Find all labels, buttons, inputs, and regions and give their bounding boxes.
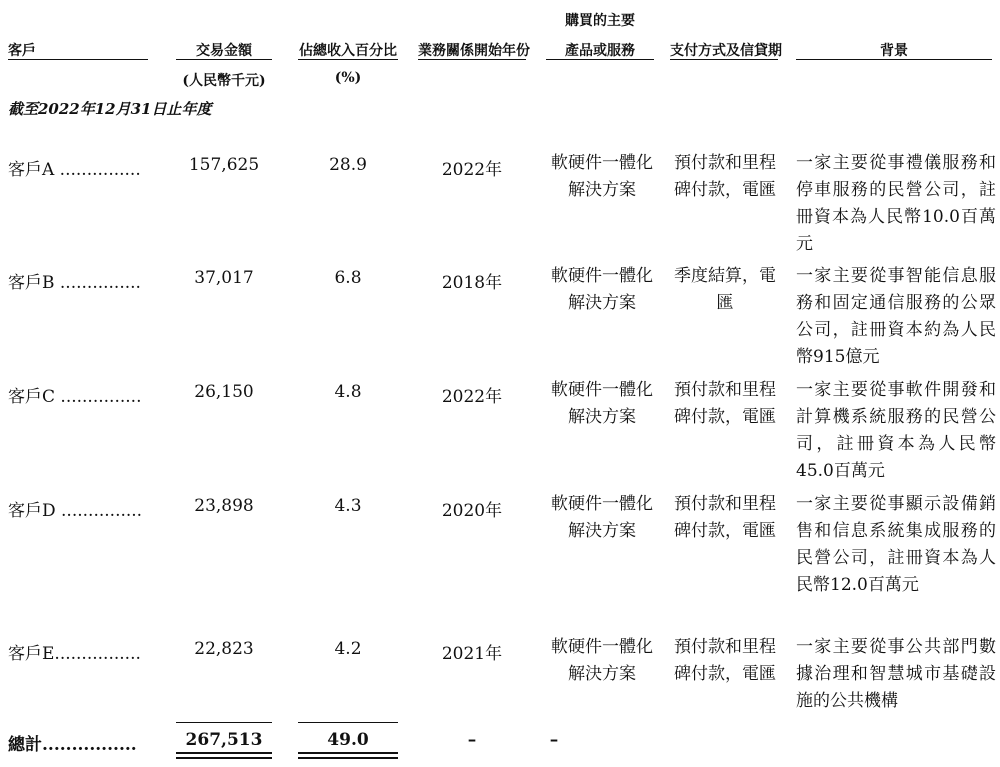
row-percent: 4.8 <box>334 382 362 402</box>
header-amount-underline <box>176 59 272 60</box>
total-amount-double-rule-2 <box>176 757 272 759</box>
row-amount: 26,150 <box>194 382 254 402</box>
row-customer: 客戶A ............... <box>8 160 141 180</box>
row-amount: 23,898 <box>194 496 254 516</box>
row-year: 2018年 <box>441 273 503 293</box>
row-customer: 客戶C ............... <box>8 387 142 407</box>
header-percent-unit: (%) <box>334 70 362 86</box>
header-background: 背景 <box>880 43 908 59</box>
header-customer: 客戶 <box>8 43 36 59</box>
row-product: 軟硬件一體化解決方案 <box>551 266 653 313</box>
row-product: 軟硬件一體化解決方案 <box>551 380 653 427</box>
row-product: 軟硬件一體化解決方案 <box>551 637 653 684</box>
header-products-line1: 購買的主要 <box>565 13 635 29</box>
row-payment: 預付款和里程碑付款，電匯 <box>674 153 776 200</box>
row-year: 2021年 <box>441 644 503 664</box>
row-payment: 預付款和里程碑付款，電匯 <box>674 380 776 427</box>
row-amount: 157,625 <box>188 155 260 175</box>
header-start-year-underline <box>418 59 526 60</box>
header-amount: 交易金額 <box>196 43 252 59</box>
header-customer-underline <box>8 59 148 60</box>
header-background-underline <box>796 59 992 60</box>
total-percent-double-rule-2 <box>298 757 398 759</box>
row-amount: 37,017 <box>194 268 254 288</box>
total-amount-double-rule-1 <box>176 752 272 754</box>
total-amount-top-rule <box>176 722 272 723</box>
total-label: 總計................ <box>8 735 137 755</box>
row-year: 2020年 <box>441 501 503 521</box>
header-amount-unit: (人民幣千元) <box>182 73 266 89</box>
row-product: 軟硬件一體化解決方案 <box>551 494 653 541</box>
row-year: 2022年 <box>441 387 503 407</box>
total-percent: 49.0 <box>327 730 369 750</box>
header-percent-underline <box>298 59 398 60</box>
row-amount: 22,823 <box>194 639 254 659</box>
row-customer: 客戶E................ <box>8 644 141 664</box>
row-percent: 4.2 <box>334 639 362 659</box>
row-background: 一家主要從事公共部門數據治理和智慧城市基礎設施的公共機構 <box>796 637 996 711</box>
row-product: 軟硬件一體化解決方案 <box>551 153 653 200</box>
row-payment: 預付款和里程碑付款，電匯 <box>674 494 776 541</box>
total-product: – <box>549 730 559 750</box>
row-background: 一家主要從事顯示設備銷售和信息系統集成服務的民營公司，註冊資本為人民幣12.0百萬元 <box>796 494 996 595</box>
header-payment-underline <box>670 59 778 60</box>
row-percent: 6.8 <box>334 268 362 288</box>
header-products-line2: 產品或服務 <box>565 43 635 59</box>
row-customer: 客戶B ............... <box>8 273 141 293</box>
total-year: – <box>467 730 477 750</box>
row-background: 一家主要從事禮儀服務和停車服務的民營公司，註冊資本為人民幣10.0百萬元 <box>796 153 996 254</box>
total-percent-double-rule-1 <box>298 752 398 754</box>
row-percent: 4.3 <box>334 496 362 516</box>
section-title: 截至2022年12月31日止年度 <box>8 100 212 118</box>
row-background: 一家主要從事智能信息服務和固定通信服務的公眾公司，註冊資本約為人民幣915億元 <box>796 266 996 367</box>
total-percent-top-rule <box>298 722 398 723</box>
row-payment: 季度結算，電匯 <box>674 266 776 313</box>
row-customer: 客戶D ............... <box>8 501 143 521</box>
header-products-underline <box>546 59 654 60</box>
row-year: 2022年 <box>441 160 503 180</box>
row-percent: 28.9 <box>329 155 367 175</box>
row-payment: 預付款和里程碑付款，電匯 <box>674 637 776 684</box>
total-amount: 267,513 <box>185 730 263 750</box>
header-start-year: 業務關係開始年份 <box>418 43 530 59</box>
header-payment: 支付方式及信貸期 <box>670 43 782 59</box>
header-percent: 佔總收入百分比 <box>299 43 397 59</box>
row-background: 一家主要從事軟件開發和計算機系統服務的民營公司，註冊資本為人民幣45.0百萬元 <box>796 380 996 481</box>
